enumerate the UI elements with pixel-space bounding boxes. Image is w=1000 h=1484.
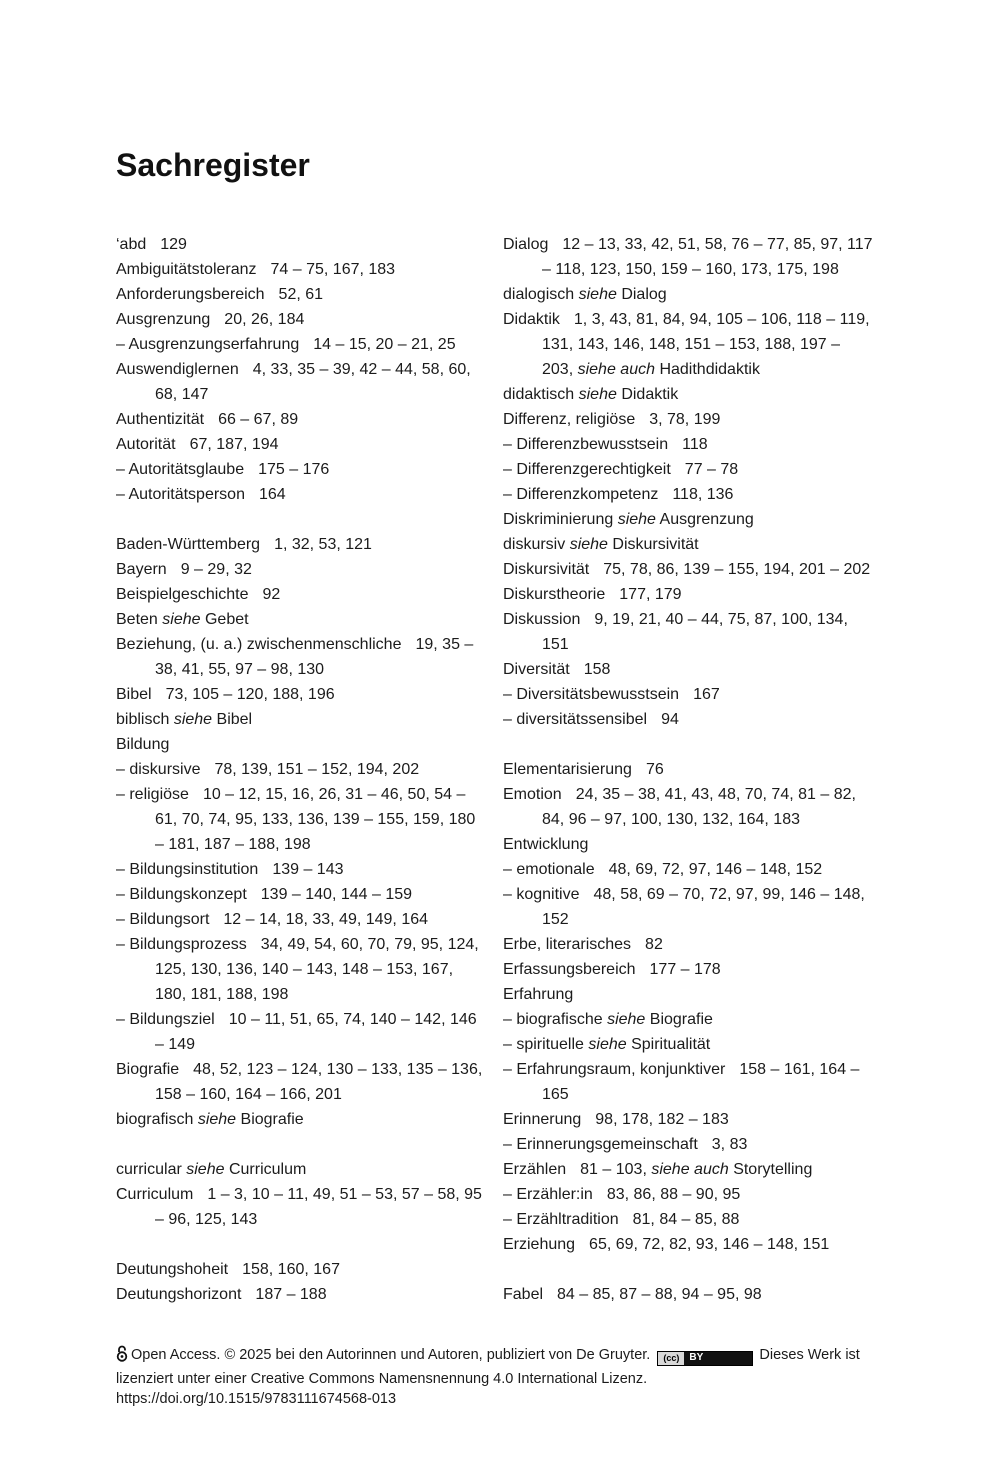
cc-by-label: BY (689, 1352, 704, 1363)
index-term: – Bildungsprozess (116, 936, 247, 953)
index-term: – Erzähler:in (503, 1186, 593, 1203)
index-term: – Bildungsziel (116, 1011, 215, 1028)
index-entry (116, 532, 486, 557)
index-pages: 167 (693, 686, 720, 703)
index-entry (116, 1182, 486, 1232)
index-entry (116, 1007, 486, 1057)
footer (116, 1345, 866, 1410)
index-term: Curriculum (116, 1186, 194, 1203)
see-reference: siehe (607, 1011, 646, 1028)
see-target: Spiritualität (631, 1036, 711, 1053)
index-term: Baden-Württemberg (116, 536, 261, 553)
index-pages: 98, 178, 182 – 183 (595, 1111, 729, 1128)
index-entry (116, 232, 486, 257)
index-pages: 77 – 78 (684, 461, 739, 478)
index-pages: 9, 19, 21, 40 – 44, 75, 87, 100, 134, 151 (542, 611, 848, 653)
index-entry (116, 707, 486, 732)
index-pages: 76 (645, 761, 664, 778)
index-term: – Ausgrenzungserfahrung (116, 336, 300, 353)
see-target: Ausgrenzung (659, 511, 754, 528)
index-term: Authentizität (116, 411, 205, 428)
index-term: ‘abd (116, 236, 147, 253)
index-entry (503, 932, 875, 957)
page-title: Sachregister (116, 147, 310, 183)
see-target: Diskursivität (612, 536, 699, 553)
index-entry (116, 432, 486, 457)
index-term: – Differenzbewusstsein (503, 436, 669, 453)
index-term: – Erfahrungsraum, konjunktiver (503, 1061, 726, 1078)
index-column-left (116, 232, 486, 1307)
index-term: Emotion (503, 786, 562, 803)
index-entry (503, 582, 875, 607)
index-term: Erfassungsbereich (503, 961, 636, 978)
index-pages: 1, 32, 53, 121 (274, 536, 372, 553)
index-term: Deutungshoheit (116, 1261, 229, 1278)
index-entry (503, 1132, 875, 1157)
index-entry (116, 557, 486, 582)
index-entry (116, 1157, 486, 1182)
index-entry (116, 782, 486, 857)
index-term: Erziehung (503, 1236, 576, 1253)
index-pages: 12 – 14, 18, 33, 49, 149, 164 (223, 911, 429, 928)
index-pages: 158 – 161, 164 – 165 (542, 1061, 860, 1103)
index-term: Autorität (116, 436, 176, 453)
index-pages: 187 – 188 (255, 1286, 327, 1303)
footer-line-1 (116, 1345, 866, 1369)
index-entry (503, 982, 875, 1007)
index-entry (116, 632, 486, 682)
index-entry (503, 1007, 875, 1032)
index-pages: 3, 83 (711, 1136, 748, 1153)
license-text: lizenziert unter einer Creative Commons Namensnennung 4.0 International Lizenz. (116, 1370, 648, 1387)
index-term: Ausgrenzung (116, 311, 211, 328)
index-entry (503, 1282, 875, 1307)
index-term: Bayern (116, 561, 167, 578)
index-term: Fabel (503, 1286, 544, 1303)
index-pages: 158, 160, 167 (242, 1261, 340, 1278)
index-entry (116, 1282, 486, 1307)
index-term: – Bildungsort (116, 911, 210, 928)
index-term: – diversitätssensibel (503, 711, 648, 728)
index-term: Diskriminierung (503, 511, 614, 528)
index-term: Erzählen (503, 1161, 567, 1178)
see-reference: siehe (617, 511, 656, 528)
index-entry (116, 282, 486, 307)
index-term: – Autoritätsglaube (116, 461, 245, 478)
index-pages: 3, 78, 199 (649, 411, 721, 428)
see-reference: siehe (578, 386, 617, 403)
index-entry (116, 307, 486, 332)
index-pages: 82 (645, 936, 663, 953)
index-entry (116, 882, 486, 907)
index-entry (503, 1207, 875, 1232)
index-entry (503, 382, 875, 407)
see-target: Biografie (649, 1011, 713, 1028)
see-reference: siehe (569, 536, 608, 553)
see-target: Biografie (240, 1111, 304, 1128)
index-pages: 66 – 67, 89 (218, 411, 299, 428)
cc-mark-icon: (cc) (658, 1352, 684, 1365)
index-term: Auswendiglernen (116, 361, 239, 378)
index-entry (503, 407, 875, 432)
see-target: Dialog (621, 286, 667, 303)
index-term: Elementarisierung (503, 761, 632, 778)
open-access-icon (116, 1345, 128, 1369)
index-entry (503, 307, 875, 382)
index-term: Diskursivität (503, 561, 590, 578)
index-term: – diskursive (116, 761, 201, 778)
see-also-reference: siehe auch (651, 1161, 729, 1178)
index-pages: 1 – 3, 10 – 11, 49, 51 – 53, 57 – 58, 95 – 96, 125, 143 (155, 1186, 482, 1228)
index-entry (503, 1032, 875, 1057)
index-pages: 139 – 140, 144 – 159 (260, 886, 413, 903)
entry-gap (116, 1132, 486, 1157)
index-entry (116, 1107, 486, 1132)
index-pages: 19, 35 – 38, 41, 55, 97 – 98, 130 (155, 636, 474, 678)
index-pages: 92 (262, 586, 281, 603)
doi-link[interactable]: https://doi.org/10.1515/9783111674568-013 (116, 1391, 397, 1407)
index-entry (503, 1157, 875, 1182)
see-target: Bibel (216, 711, 253, 728)
index-term: dialogisch (503, 286, 575, 303)
index-term: biblisch (116, 711, 170, 728)
index-entry (503, 532, 875, 557)
index-entry (116, 482, 486, 507)
index-pages: 48, 58, 69 – 70, 72, 97, 99, 146 – 148, 152 (542, 886, 865, 928)
index-term: – Autoritätsperson (116, 486, 245, 503)
see-reference: siehe (578, 286, 617, 303)
index-term: Bildung (116, 736, 170, 753)
index-term: Deutungshorizont (116, 1286, 242, 1303)
entry-gap (116, 1232, 486, 1257)
index-term: Entwicklung (503, 836, 589, 853)
index-term: – emotionale (503, 861, 595, 878)
entry-gap (503, 732, 875, 757)
see-target: Gebet (204, 611, 249, 628)
index-term: Differenz, religiöse (503, 411, 636, 428)
index-pages: 74 – 75, 167, 183 (270, 261, 396, 278)
index-pages: 24, 35 – 38, 41, 43, 48, 70, 74, 81 – 82, 84, 96 – 97, 100, 130, 132, 164, 183 (542, 786, 856, 828)
index-entry (503, 1057, 875, 1107)
index-entry (116, 932, 486, 1007)
index-pages: 48, 52, 123 – 124, 130 – 133, 135 – 136, 158 – 160, 164 – 166, 201 (155, 1061, 483, 1103)
index-term: – Differenzkompetenz (503, 486, 659, 503)
index-entry (116, 732, 486, 757)
index-pages: 175 – 176 (258, 461, 330, 478)
index-term: – Differenzgerechtigkeit (503, 461, 671, 478)
index-pages: 75, 78, 86, 139 – 155, 194, 201 – 202 (603, 561, 871, 578)
index-term: – Bildungsinstitution (116, 861, 259, 878)
index-entry (503, 957, 875, 982)
index-entry (503, 607, 875, 657)
see-also-target: Hadithdidaktik (659, 361, 760, 378)
see-reference: siehe (186, 1161, 225, 1178)
index-term: – spirituelle (503, 1036, 584, 1053)
index-entry (503, 657, 875, 682)
see-target: Didaktik (621, 386, 679, 403)
index-term: Diskurstheorie (503, 586, 606, 603)
index-pages: 94 (661, 711, 679, 728)
index-term: Diversität (503, 661, 570, 678)
index-term: Beispielgeschichte (116, 586, 249, 603)
index-pages: 67, 187, 194 (189, 436, 279, 453)
license-text-start: Dieses Werk ist (759, 1347, 860, 1363)
index-term: curricular (116, 1161, 182, 1178)
index-pages: 10 – 11, 51, 65, 74, 140 – 142, 146 – 149 (155, 1011, 477, 1053)
index-term: Erbe, literarisches (503, 936, 632, 953)
index-pages: 20, 26, 184 (224, 311, 305, 328)
index-pages: 4, 33, 35 – 39, 42 – 44, 58, 60, 68, 147 (155, 361, 471, 403)
index-term: Bibel (116, 686, 152, 703)
index-entry (116, 457, 486, 482)
index-term: Anforderungsbereich (116, 286, 265, 303)
index-entry (116, 332, 486, 357)
index-term: Beziehung, (u. a.) zwischenmenschliche (116, 636, 402, 653)
index-pages: 81, 84 – 85, 88 (632, 1211, 740, 1228)
see-reference: siehe (173, 711, 213, 728)
index-term: – Erzähltradition (503, 1211, 619, 1228)
index-entry (503, 1232, 875, 1257)
index-term: – Diversitätsbewusstsein (503, 686, 680, 703)
index-term: Diskussion (503, 611, 581, 628)
index-entry (116, 682, 486, 707)
see-also-target: Storytelling (733, 1161, 813, 1178)
index-pages: 52, 61 (278, 286, 324, 303)
index-entry (503, 232, 875, 282)
index-column-right (503, 232, 875, 1307)
index-entry (116, 582, 486, 607)
see-target: Curriculum (228, 1161, 307, 1178)
index-pages: 65, 69, 72, 82, 93, 146 – 148, 151 (589, 1236, 830, 1253)
index-entry (503, 1107, 875, 1132)
index-term: biografisch (116, 1111, 194, 1128)
index-entry (503, 782, 875, 832)
entry-gap (116, 507, 486, 532)
index-pages: 48, 69, 72, 97, 146 – 148, 152 (608, 861, 823, 878)
index-pages: 129 (160, 236, 187, 253)
index-entry (116, 407, 486, 432)
index-pages: 14 – 15, 20 – 21, 25 (313, 336, 456, 353)
see-reference: siehe (588, 1036, 627, 1053)
index-term: Biografie (116, 1061, 180, 1078)
index-pages: 1, 3, 43, 81, 84, 94, 105 – 106, 118 – 119, 131, 143, 146, 148, 151 – 153, 188, 197 – 203, (542, 311, 870, 378)
index-pages: 12 – 13, 33, 42, 51, 58, 76 – 77, 85, 97, 117 – 118, 123, 150, 159 – 160, 173, 175, 198 (542, 236, 873, 278)
index-entry (116, 757, 486, 782)
index-entry (503, 1182, 875, 1207)
index-entry (116, 607, 486, 632)
index-entry (503, 832, 875, 857)
index-entry (503, 482, 875, 507)
index-entry (503, 457, 875, 482)
index-pages: 158 (583, 661, 611, 678)
index-pages: 78, 139, 151 – 152, 194, 202 (214, 761, 420, 778)
index-pages: 118 (682, 436, 708, 453)
index-entry (503, 507, 875, 532)
index-term: Erinnerung (503, 1111, 582, 1128)
index-entry (503, 857, 875, 882)
index-term: – biografische (503, 1011, 603, 1028)
index-term: – religiöse (116, 786, 189, 803)
index-pages: 81 – 103, (580, 1161, 647, 1178)
index-term: didaktisch (503, 386, 575, 403)
index-entry (116, 257, 486, 282)
index-pages: 9 – 29, 32 (180, 561, 252, 578)
index-entry (503, 707, 875, 732)
index-term: Didaktik (503, 311, 560, 328)
index-entry (503, 432, 875, 457)
open-access-text: Open Access. © 2025 bei den Autorinnen und Autoren, publiziert von De Gruyter. (131, 1347, 651, 1363)
index-pages: 177, 179 (619, 586, 682, 603)
index-entry (503, 682, 875, 707)
index-term: – kognitive (503, 886, 580, 903)
see-reference: siehe (162, 611, 201, 628)
index-term: Ambiguitätstoleranz (116, 261, 257, 278)
see-also-reference: siehe auch (577, 361, 655, 378)
index-pages: 83, 86, 88 – 90, 95 (606, 1186, 741, 1203)
index-entry (116, 357, 486, 407)
index-pages: 164 (258, 486, 286, 503)
index-term: Dialog (503, 236, 549, 253)
index-entry (503, 882, 875, 932)
index-pages: 34, 49, 54, 60, 70, 79, 95, 124, 125, 130, 136, 140 – 143, 148 – 153, 167, 180, 181, 188, 198 (155, 936, 479, 1003)
index-pages: 84 – 85, 87 – 88, 94 – 95, 98 (557, 1286, 762, 1303)
index-pages: 10 – 12, 15, 16, 26, 31 – 46, 50, 54 – 61, 70, 74, 95, 133, 136, 139 – 155, 159, 180 – 181, 187 – 188, 198 (155, 786, 476, 853)
index-pages: 118, 136 (672, 486, 734, 503)
index-entry (116, 1057, 486, 1107)
see-reference: siehe (197, 1111, 237, 1128)
index-entry (503, 282, 875, 307)
index-pages: 139 – 143 (272, 861, 344, 878)
index-pages: 177 – 178 (649, 961, 721, 978)
index-entry (116, 907, 486, 932)
index-term: – Erinnerungsgemeinschaft (503, 1136, 698, 1153)
index-term: Beten (116, 611, 158, 628)
index-term: Erfahrung (503, 986, 574, 1003)
index-entry (503, 557, 875, 582)
cc-by-icon[interactable] (657, 1351, 753, 1366)
index-entry (116, 1257, 486, 1282)
entry-gap (503, 1257, 875, 1282)
index-entry (116, 857, 486, 882)
index-pages: 73, 105 – 120, 188, 196 (165, 686, 335, 703)
index-term: – Bildungskonzept (116, 886, 247, 903)
index-term: diskursiv (503, 536, 566, 553)
index-entry (503, 757, 875, 782)
